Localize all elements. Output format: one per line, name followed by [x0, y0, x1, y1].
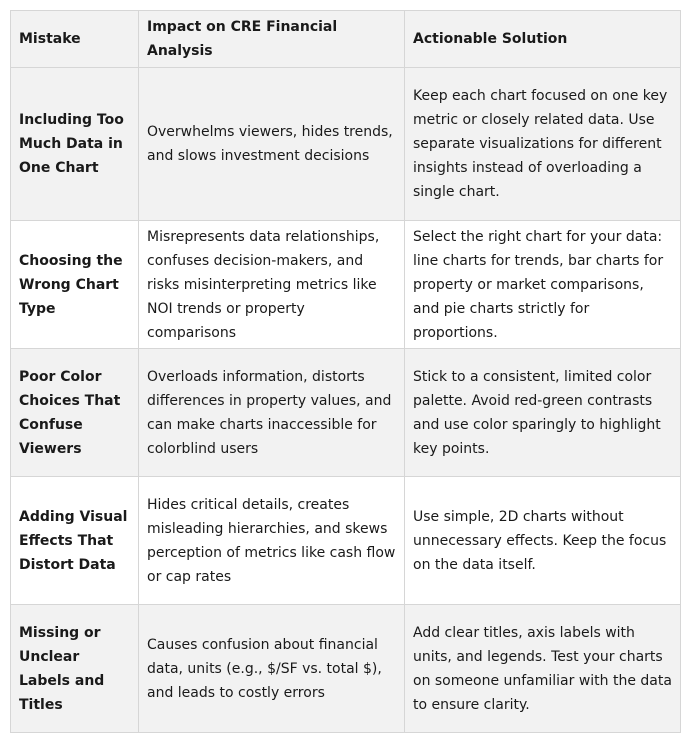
solution-cell: Select the right chart for your data: line charts for trends, bar charts for property or market comparisons, and pie charts strictly for proportions. [405, 221, 681, 349]
mistakes-table-container [10, 10, 681, 733]
impact-cell: Misrepresents data relationships, confuses decision-makers, and risks misinterpreting metrics like NOI trends or property comparisons [139, 221, 405, 349]
table-row [11, 605, 681, 733]
solution-cell: Stick to a consistent, limited color palette. Avoid red-green contrasts and use color sparingly to highlight key points. [405, 349, 681, 477]
table-row [11, 68, 681, 221]
impact-cell: Overloads information, distorts differences in property values, and can make charts inaccessible for colorblind users [139, 349, 405, 477]
mistake-cell: Choosing the Wrong Chart Type [11, 221, 139, 349]
header-mistake: Mistake [11, 11, 139, 68]
solution-cell: Use simple, 2D charts without unnecessary effects. Keep the focus on the data itself. [405, 477, 681, 605]
table-row [11, 221, 681, 349]
solution-cell: Add clear titles, axis labels with units, and legends. Test your charts on someone unfamiliar with the data to ensure clarity. [405, 605, 681, 733]
header-solution: Actionable Solution [405, 11, 681, 68]
table-row [11, 477, 681, 605]
solution-cell: Keep each chart focused on one key metric or closely related data. Use separate visualizations for different insights instead of overloading a single chart. [405, 68, 681, 221]
impact-cell: Hides critical details, creates misleading hierarchies, and skews perception of metrics like cash flow or cap rates [139, 477, 405, 605]
table-row [11, 349, 681, 477]
mistakes-table [10, 10, 681, 733]
impact-cell: Overwhelms viewers, hides trends, and slows investment decisions [139, 68, 405, 221]
mistake-cell: Poor Color Choices That Confuse Viewers [11, 349, 139, 477]
header-impact: Impact on CRE Financial Analysis [139, 11, 405, 68]
mistake-cell: Including Too Much Data in One Chart [11, 68, 139, 221]
mistake-cell: Adding Visual Effects That Distort Data [11, 477, 139, 605]
table-header-row [11, 11, 681, 68]
impact-cell: Causes confusion about financial data, units (e.g., $/SF vs. total $), and leads to costly errors [139, 605, 405, 733]
mistake-cell: Missing or Unclear Labels and Titles [11, 605, 139, 733]
